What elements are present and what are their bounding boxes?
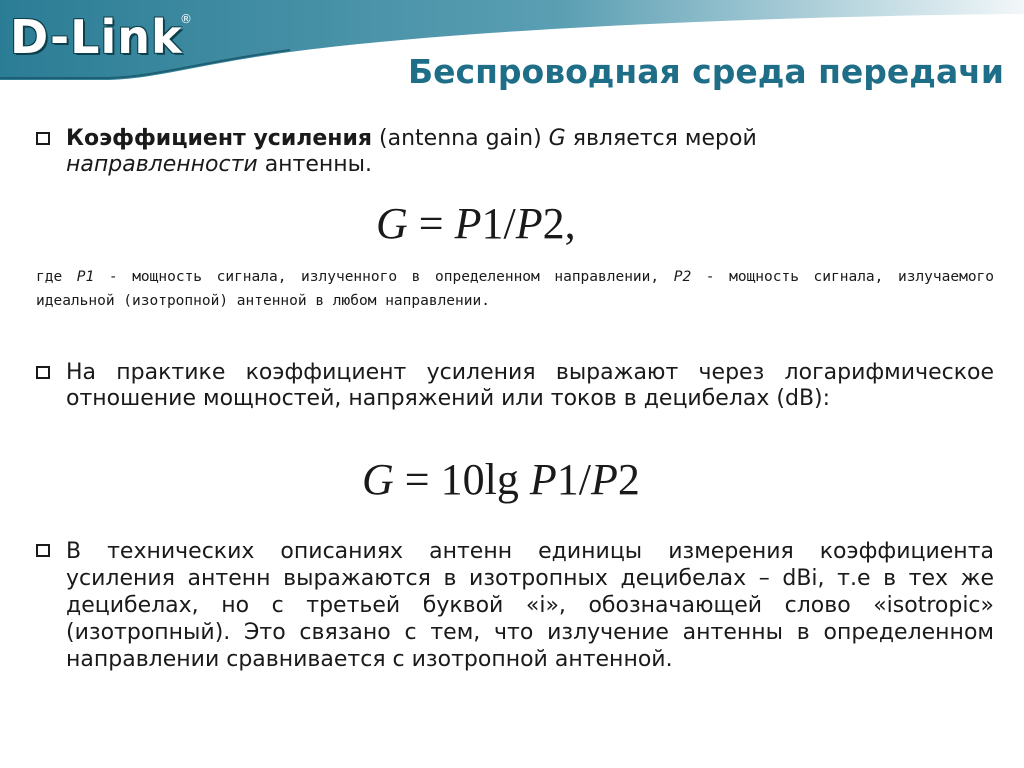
text-part: является мерой bbox=[565, 126, 757, 151]
formula-equals: = bbox=[393, 455, 441, 504]
formula-symbol: P bbox=[529, 455, 557, 504]
formula-slash: / bbox=[503, 199, 516, 248]
formula-digit: 2, bbox=[542, 199, 576, 248]
bullet-text: В технических описаниях антенн единицы измерения коэффициента усиления антенн выражаются в изотропных децибелах – dBi, т.е в тех же децибелах, но с третьей буквой «i», обозначающей слово «isotropic» (изотропный). Это связано с тем, что излучение антенны в определенном направлении сравнивается с изотропной антенной. bbox=[66, 539, 994, 672]
registered-mark: ® bbox=[180, 12, 192, 26]
note-symbol-p1: P1 bbox=[76, 269, 95, 285]
slide-header bbox=[0, 0, 1024, 110]
note-symbol-p2: P2 bbox=[673, 269, 692, 285]
note-text: - мощность сигнала, излучаемого идеальной (изотропной) антенной в любом направлении. bbox=[36, 269, 995, 309]
bullet-dbi bbox=[36, 538, 994, 673]
formula-symbol: P bbox=[515, 199, 543, 248]
text-part: антенны. bbox=[257, 152, 373, 177]
term-directionality: направленности bbox=[66, 152, 258, 177]
bullet-log-gain bbox=[36, 360, 994, 412]
formula-coefficient: 10lg bbox=[440, 455, 530, 504]
formula-note bbox=[36, 265, 994, 313]
formula-gain-log bbox=[362, 454, 640, 505]
checkbox-bullet-icon bbox=[36, 132, 50, 145]
bullet-text bbox=[66, 126, 994, 178]
term-gain: Коэффициент усиления bbox=[66, 126, 373, 151]
formula-digit: 1 bbox=[481, 199, 504, 248]
formula-digit: 1 bbox=[556, 455, 579, 504]
formula-digit: 2 bbox=[617, 455, 640, 504]
formula-symbol: P bbox=[590, 455, 618, 504]
symbol-g: G bbox=[548, 126, 566, 151]
text-part: (antenna gain) bbox=[372, 126, 549, 151]
formula-symbol: P bbox=[454, 199, 482, 248]
note-text: - мощность сигнала, излученного в определенном направлении, bbox=[94, 269, 674, 285]
checkbox-bullet-icon bbox=[36, 544, 50, 557]
formula-symbol: G bbox=[362, 455, 394, 504]
checkbox-bullet-icon bbox=[36, 366, 50, 379]
formula-gain-ratio bbox=[376, 198, 576, 249]
slide-title: Беспроводная среда передачи bbox=[408, 52, 1004, 91]
formula-symbol: G bbox=[376, 199, 408, 248]
formula-slash: / bbox=[578, 455, 591, 504]
formula-equals: = bbox=[407, 199, 455, 248]
dlink-logo: D-Link bbox=[10, 10, 183, 64]
bullet-antenna-gain bbox=[36, 126, 994, 178]
bullet-text: На практике коэффициент усиления выражают через логарифмическое отношение мощностей, напряжений или токов в децибелах (dB): bbox=[66, 360, 994, 411]
note-text: где bbox=[36, 269, 77, 285]
